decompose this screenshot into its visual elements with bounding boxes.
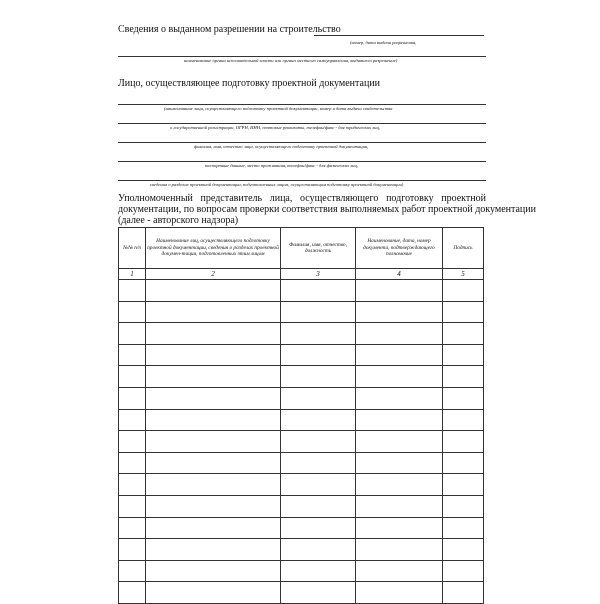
cell-full-name[interactable] [281, 387, 356, 409]
cell-authority-document[interactable] [356, 323, 443, 345]
cell-signature[interactable] [443, 539, 484, 561]
cell-organization[interactable] [146, 539, 281, 561]
permit-authority-field[interactable] [118, 56, 486, 57]
cell-full-name[interactable] [281, 452, 356, 474]
table-row [119, 539, 484, 561]
cell-number[interactable] [119, 517, 146, 539]
permit-label: Сведения о выданном разрешении на строительство [118, 24, 341, 35]
cell-full-name[interactable] [281, 301, 356, 323]
table-column-numbers-row [119, 269, 484, 280]
cell-organization[interactable] [146, 517, 281, 539]
cell-number[interactable] [119, 474, 146, 496]
cell-organization[interactable] [146, 582, 281, 604]
person-sections-field[interactable] [118, 180, 486, 181]
cell-organization[interactable] [146, 495, 281, 517]
table-header-row [119, 228, 484, 269]
table-row [119, 280, 484, 302]
person-fullname-field[interactable] [118, 142, 486, 143]
rep-word: подготовку [386, 193, 434, 204]
cell-signature[interactable] [443, 301, 484, 323]
column-number: 1 [119, 269, 146, 280]
permit-number-field[interactable] [314, 35, 484, 36]
cell-signature[interactable] [443, 431, 484, 453]
header-signature: Подпись [443, 228, 484, 269]
person-hint-2: о государственной регистрации, ОГРН, ИНН, почтовые реквизиты, телефон/факс - для юридических лиц, [170, 125, 380, 130]
cell-organization[interactable] [146, 474, 281, 496]
representative-line-1 [118, 193, 486, 204]
permit-row [118, 24, 486, 40]
table-row [119, 431, 484, 453]
rep-word: Уполномоченный [118, 193, 193, 204]
header-full-name: Фамилия, имя, отчество, должность [281, 228, 356, 269]
cell-full-name[interactable] [281, 409, 356, 431]
table-row [119, 366, 484, 388]
cell-signature[interactable] [443, 409, 484, 431]
cell-full-name[interactable] [281, 474, 356, 496]
cell-authority-document[interactable] [356, 387, 443, 409]
cell-authority-document[interactable] [356, 431, 443, 453]
cell-full-name[interactable] [281, 344, 356, 366]
cell-signature[interactable] [443, 517, 484, 539]
column-number: 5 [443, 269, 484, 280]
cell-full-name[interactable] [281, 323, 356, 345]
cell-authority-document[interactable] [356, 280, 443, 302]
cell-signature[interactable] [443, 280, 484, 302]
representative-text [118, 193, 536, 226]
cell-signature[interactable] [443, 560, 484, 582]
rep-word: проектной [441, 193, 486, 204]
permit-number-hint: (номер, дата выдачи разрешения, [350, 40, 417, 45]
person-hint-5: сведения о разделах проектной документации, подготовленных лицом, осуществляющим подготовку проектной документации) [150, 182, 404, 187]
table-row [119, 474, 484, 496]
representative-line-3: (далее - авторского надзора) [118, 215, 239, 226]
cell-authority-document[interactable] [356, 452, 443, 474]
cell-authority-document[interactable] [356, 495, 443, 517]
cell-signature[interactable] [443, 582, 484, 604]
table-row [119, 409, 484, 431]
cell-number[interactable] [119, 280, 146, 302]
cell-authority-document[interactable] [356, 517, 443, 539]
cell-number[interactable] [119, 344, 146, 366]
cell-number[interactable] [119, 560, 146, 582]
cell-signature[interactable] [443, 474, 484, 496]
cell-authority-document[interactable] [356, 344, 443, 366]
cell-authority-document[interactable] [356, 409, 443, 431]
cell-authority-document[interactable] [356, 582, 443, 604]
person-name-field[interactable] [118, 104, 486, 105]
cell-full-name[interactable] [281, 495, 356, 517]
cell-organization[interactable] [146, 280, 281, 302]
cell-organization[interactable] [146, 301, 281, 323]
table-row [119, 387, 484, 409]
table-row [119, 560, 484, 582]
person-hint-1: (наименование лица, осуществляющего подготовку проектной документации, номер и дата выдачи свидетельства [164, 106, 393, 111]
header-authority-document: Наименование, дата, номер документа, подтверждающего полномочие [356, 228, 443, 269]
cell-signature[interactable] [443, 387, 484, 409]
cell-organization[interactable] [146, 344, 281, 366]
cell-signature[interactable] [443, 366, 484, 388]
column-number: 2 [146, 269, 281, 280]
header-number: №№ п/п [119, 228, 146, 269]
cell-number[interactable] [119, 539, 146, 561]
person-label: Лицо, осуществляющее подготовку проектной документации [118, 78, 381, 89]
cell-full-name[interactable] [281, 431, 356, 453]
cell-number[interactable] [119, 301, 146, 323]
cell-number[interactable] [119, 452, 146, 474]
cell-signature[interactable] [443, 495, 484, 517]
cell-number[interactable] [119, 387, 146, 409]
column-number: 4 [356, 269, 443, 280]
cell-full-name[interactable] [281, 560, 356, 582]
cell-authority-document[interactable] [356, 560, 443, 582]
cell-authority-document[interactable] [356, 474, 443, 496]
cell-authority-document[interactable] [356, 301, 443, 323]
table-row [119, 452, 484, 474]
table-row [119, 582, 484, 604]
cell-number[interactable] [119, 323, 146, 345]
cell-organization[interactable] [146, 366, 281, 388]
cell-number[interactable] [119, 409, 146, 431]
table-row [119, 323, 484, 345]
cell-full-name[interactable] [281, 366, 356, 388]
supervision-table [118, 227, 484, 604]
table-row [119, 517, 484, 539]
person-passport-field[interactable] [118, 161, 486, 162]
table-row [119, 301, 484, 323]
cell-organization[interactable] [146, 452, 281, 474]
table-row [119, 495, 484, 517]
cell-authority-document[interactable] [356, 366, 443, 388]
person-registration-field[interactable] [118, 123, 486, 124]
cell-full-name[interactable] [281, 280, 356, 302]
cell-signature[interactable] [443, 452, 484, 474]
cell-signature[interactable] [443, 344, 484, 366]
cell-full-name[interactable] [281, 582, 356, 604]
table-body [119, 280, 484, 604]
permit-authority-hint: наименование органа исполнительной власти или органа местного самоуправления, выдавшего разрешение) [184, 58, 398, 63]
rep-word: лица, [269, 193, 293, 204]
cell-organization[interactable] [146, 409, 281, 431]
cell-full-name[interactable] [281, 517, 356, 539]
cell-organization[interactable] [146, 560, 281, 582]
cell-organization[interactable] [146, 387, 281, 409]
representative-line-2: документации, по вопросам проверки соответствия выполняемых работ проектной документации [118, 204, 536, 215]
person-hint-4: паспортные данные, место проживания, телефон/факс - для физических лиц, [205, 163, 358, 168]
person-hint-3: фамилия, имя, отчество лица, осуществляющего подготовку проектной документации, [194, 144, 369, 149]
cell-full-name[interactable] [281, 539, 356, 561]
table-row [119, 344, 484, 366]
cell-number[interactable] [119, 582, 146, 604]
cell-organization[interactable] [146, 323, 281, 345]
cell-authority-document[interactable] [356, 539, 443, 561]
cell-signature[interactable] [443, 323, 484, 345]
rep-word: осуществляющего [300, 193, 379, 204]
rep-word: представитель [200, 193, 263, 204]
cell-number[interactable] [119, 431, 146, 453]
cell-organization[interactable] [146, 431, 281, 453]
column-number: 3 [281, 269, 356, 280]
cell-number[interactable] [119, 495, 146, 517]
cell-number[interactable] [119, 366, 146, 388]
header-organization: Наименование лиц, осуществляющего подготовку проектной документации, сведения о разделах проектной докумен-тации, подготовленных этим лицом [146, 228, 281, 269]
